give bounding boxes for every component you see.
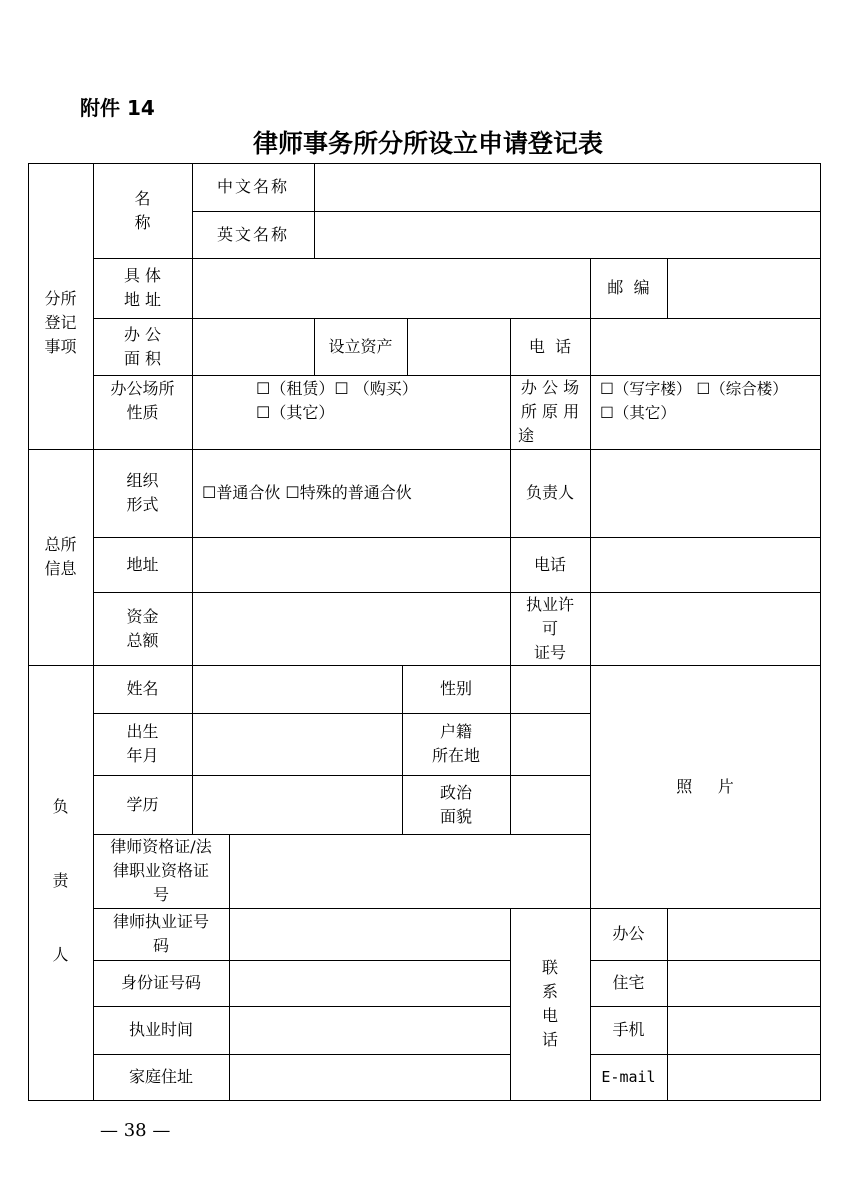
label-line: 办 公 场 (520, 378, 580, 397)
qualification-cert-label (93, 834, 229, 908)
section-headquarters-label (28, 449, 93, 665)
label-line: 号 (152, 885, 169, 904)
home-address-label: 家庭住址 (128, 1067, 193, 1086)
hq-phone-label: 电话 (533, 554, 566, 574)
label-line: 办公场所 (110, 379, 175, 398)
mobile-label: 手机 (612, 1020, 645, 1039)
photo-box[interactable]: 照 片 (676, 776, 734, 796)
org-form-options[interactable]: ☐普通合伙 ☐特殊的普通合伙 (202, 483, 412, 502)
label-line: 途 (518, 426, 535, 445)
office-area-field[interactable] (192, 318, 314, 375)
label-line: 地 址 (123, 290, 162, 309)
hq-license-label (510, 592, 590, 665)
premises-use-checkbox-row[interactable]: ☐（其它） (600, 404, 676, 422)
label-line: 事项 (44, 337, 77, 356)
label-line: 办 公 (123, 324, 162, 344)
branch-address-field[interactable] (192, 258, 590, 318)
label-line: 政治 (439, 782, 472, 802)
label-line: 电 (541, 1006, 558, 1025)
branch-phone-label: 电 话 (528, 336, 572, 356)
practice-time-field[interactable] (229, 1006, 510, 1054)
premises-use-label (510, 375, 590, 449)
label-line: 律师执业证号 (112, 912, 209, 931)
section-branch-registration-label (28, 258, 93, 388)
hq-address-label: 地址 (126, 554, 159, 574)
contact-phone-label (510, 908, 590, 1100)
label-line: 码 (152, 936, 169, 955)
principal-name-field[interactable] (192, 665, 402, 713)
section-principal-label (28, 665, 93, 1100)
label-line: 组织 (126, 471, 159, 490)
gender-field[interactable] (510, 665, 590, 713)
attachment-label: 附件 14 (80, 96, 155, 120)
home-phone-field[interactable] (667, 960, 820, 1006)
premises-nature-label (93, 375, 192, 427)
hq-license-field[interactable] (590, 592, 820, 665)
office-area-label (93, 318, 192, 375)
branch-address-label (93, 258, 192, 318)
label-line: 年月 (126, 746, 159, 765)
branch-phone-field[interactable] (590, 318, 820, 375)
label-line: 资金 (126, 606, 159, 626)
english-name-label: 英文名称 (216, 224, 289, 244)
email-field[interactable] (667, 1054, 820, 1100)
label-line: 总所 (44, 535, 77, 554)
label-line: 负 (52, 797, 69, 816)
birth-label (93, 713, 192, 775)
label-line: 联 (541, 958, 558, 977)
org-form-label (93, 449, 192, 537)
label-line: 系 (541, 982, 558, 1001)
label-line: 律师资格证/法 (110, 837, 212, 856)
label-line: 执业许 (525, 594, 574, 614)
practice-cert-field[interactable] (229, 908, 510, 960)
chinese-name-label: 中文名称 (216, 177, 289, 196)
hq-total-funds-field[interactable] (192, 592, 510, 665)
page-number: — 38 — (100, 1120, 171, 1141)
hukou-field[interactable] (510, 713, 590, 775)
postcode-label: 邮 编 (607, 278, 650, 297)
political-status-label (402, 775, 510, 834)
office-phone-field[interactable] (667, 908, 820, 960)
id-number-field[interactable] (229, 960, 510, 1006)
label-line: 形式 (126, 495, 159, 514)
label-line: 面貌 (439, 806, 472, 826)
hq-total-funds-label (93, 592, 192, 665)
label-line: 性质 (126, 403, 159, 422)
label-line: 所在地 (431, 746, 480, 765)
label-line: 话 (541, 1030, 558, 1049)
practice-time-label: 执业时间 (128, 1020, 193, 1039)
chinese-name-field[interactable] (314, 163, 820, 211)
email-label: E-mail (601, 1068, 656, 1086)
label-line: 人 (52, 945, 69, 964)
home-address-field[interactable] (229, 1054, 510, 1100)
label-line: 户籍 (439, 722, 472, 741)
hq-principal-label: 负责人 (525, 483, 574, 502)
label-line: 称 (134, 212, 151, 232)
education-label: 学历 (126, 794, 159, 814)
label-line: 分所 (44, 289, 77, 308)
english-name-field[interactable] (314, 211, 820, 258)
home-phone-label: 住宅 (612, 973, 645, 992)
label-line: 名 (134, 188, 151, 208)
label-line: 律职业资格证 (112, 861, 209, 880)
political-status-field[interactable] (510, 775, 590, 834)
capital-field[interactable] (407, 318, 510, 375)
label-line: 信息 (44, 559, 77, 578)
id-number-label: 身份证号码 (120, 973, 201, 992)
label-line: 出生 (126, 722, 159, 741)
label-line: 可 (541, 618, 558, 638)
education-field[interactable] (192, 775, 402, 834)
label-line: 总额 (126, 630, 159, 650)
premises-use-options[interactable] (590, 375, 820, 427)
label-line: 面 积 (123, 348, 162, 368)
capital-label: 设立资产 (328, 336, 393, 356)
gender-label: 性别 (439, 679, 472, 698)
hq-principal-field[interactable] (590, 449, 820, 537)
premises-use-checkbox-row[interactable]: ☐（写字楼） ☐（综合楼） (600, 380, 788, 398)
form-title: 律师事务所分所设立申请登记表 (252, 129, 603, 158)
qualification-cert-field[interactable] (229, 834, 590, 908)
postcode-field[interactable] (667, 258, 820, 318)
birth-field[interactable] (192, 713, 402, 775)
label-line: 具 体 (123, 266, 162, 285)
principal-name-label: 姓名 (126, 679, 159, 698)
hq-phone-field[interactable] (590, 537, 820, 592)
premises-nature-checkbox-row[interactable]: ☐（其它） (256, 403, 335, 422)
mobile-field[interactable] (667, 1006, 820, 1054)
label-line: 证号 (533, 642, 566, 662)
label-line: 所 原 用 (520, 402, 580, 421)
premises-nature-checkbox-row[interactable]: ☐（租赁）☐ （购买） (256, 379, 418, 398)
name-label (93, 163, 192, 258)
hq-address-field[interactable] (192, 537, 510, 592)
label-line: 登记 (44, 313, 77, 332)
label-line: 责 (52, 871, 69, 890)
premises-nature-options[interactable] (192, 375, 510, 427)
practice-cert-label (93, 908, 229, 960)
office-phone-label: 办公 (612, 924, 645, 943)
hukou-label (402, 713, 510, 775)
